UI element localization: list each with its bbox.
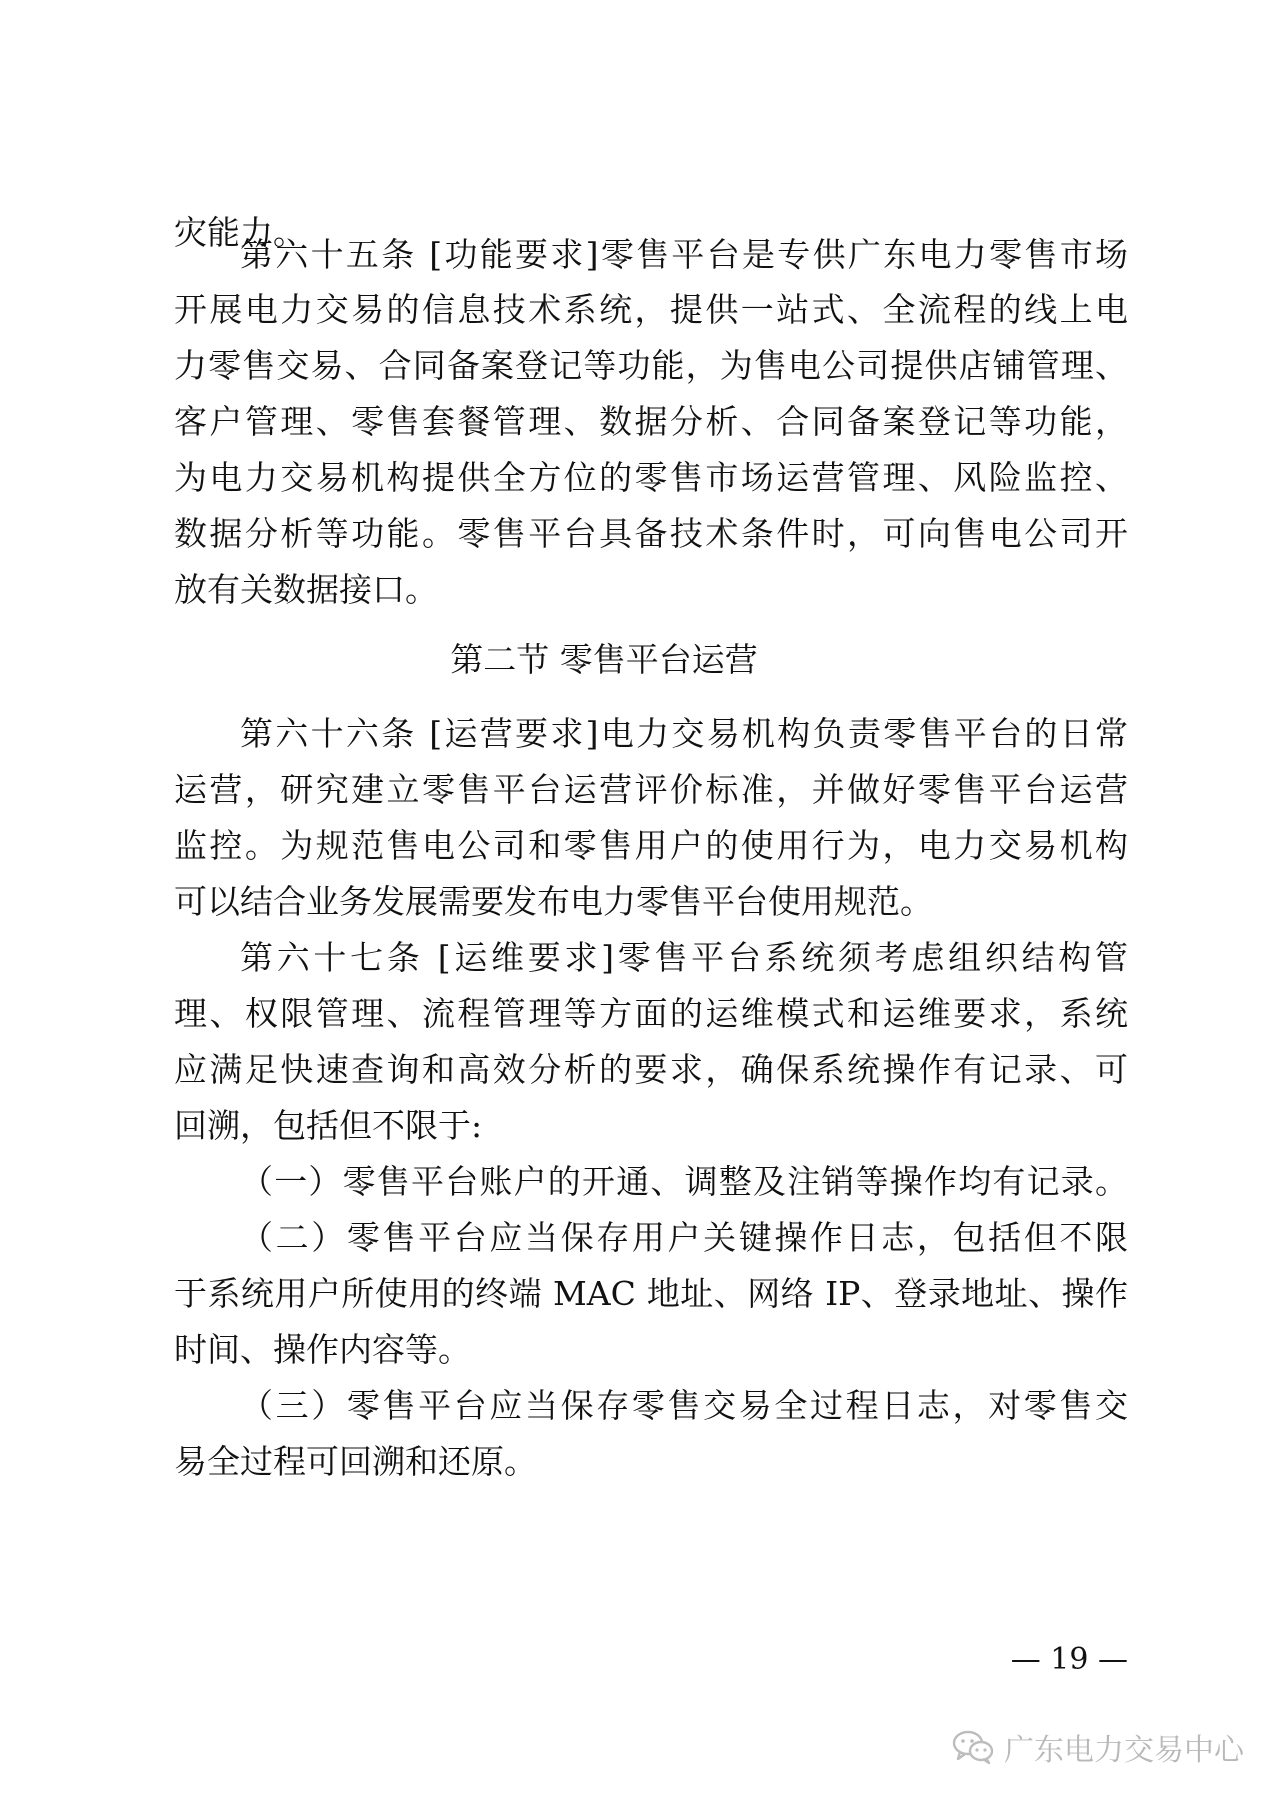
watermark-text: 广东电力交易中心: [1004, 1733, 1244, 1768]
text-line: 理、权限管理、流程管理等方面的运维模式和运维要求，系统: [174, 994, 1128, 1033]
article-66-line: 第六十六条 [运营要求]电力交易机构负责零售平台的日常: [240, 714, 1128, 753]
text-line: 运营，研究建立零售平台运营评价标准，并做好零售平台运营: [174, 770, 1128, 809]
text-line: 放有关数据接口。: [174, 570, 438, 609]
section-heading: 第二节 零售平台运营: [450, 640, 758, 679]
text-line: 时间、操作内容等。: [174, 1330, 471, 1369]
page-number: — 19 —: [1010, 1642, 1128, 1677]
text-line: 易全过程可回溯和还原。: [174, 1442, 537, 1481]
article-65-line: 第六十五条 [功能要求]零售平台是专供广东电力零售市场: [240, 235, 1128, 274]
text-line: 为电力交易机构提供全方位的零售市场运营管理、风险监控、: [174, 458, 1128, 497]
text-line: 回溯，包括但不限于:: [174, 1106, 483, 1145]
item-1-line: （一）零售平台账户的开通、调整及注销等操作均有记录。: [240, 1162, 1128, 1201]
wechat-icon: [952, 1729, 994, 1765]
text-line: 力零售交易、合同备案登记等功能，为售电公司提供店铺管理、: [174, 346, 1128, 385]
text-line: 监控。为规范售电公司和零售用户的使用行为，电力交易机构: [174, 826, 1128, 865]
watermark: [952, 1724, 1244, 1770]
text-line: 灾能力。: [174, 213, 306, 252]
text-line: 于系统用户所使用的终端 MAC 地址、网络 IP、登录地址、操作: [174, 1274, 1128, 1313]
text-line: 应满足快速查询和高效分析的要求，确保系统操作有记录、可: [174, 1050, 1128, 1089]
text-line: 客户管理、零售套餐管理、数据分析、合同备案登记等功能，: [174, 402, 1128, 441]
article-67-line: 第六十七条 [运维要求]零售平台系统须考虑组织结构管: [240, 938, 1128, 977]
item-3-line: （三）零售平台应当保存零售交易全过程日志，对零售交: [240, 1386, 1128, 1425]
text-line: 数据分析等功能。零售平台具备技术条件时，可向售电公司开: [174, 514, 1128, 553]
text-line: 开展电力交易的信息技术系统，提供一站式、全流程的线上电: [174, 290, 1128, 329]
text-line: 可以结合业务发展需要发布电力零售平台使用规范。: [174, 882, 933, 921]
item-2-line: （二）零售平台应当保存用户关键操作日志，包括但不限: [240, 1218, 1128, 1257]
